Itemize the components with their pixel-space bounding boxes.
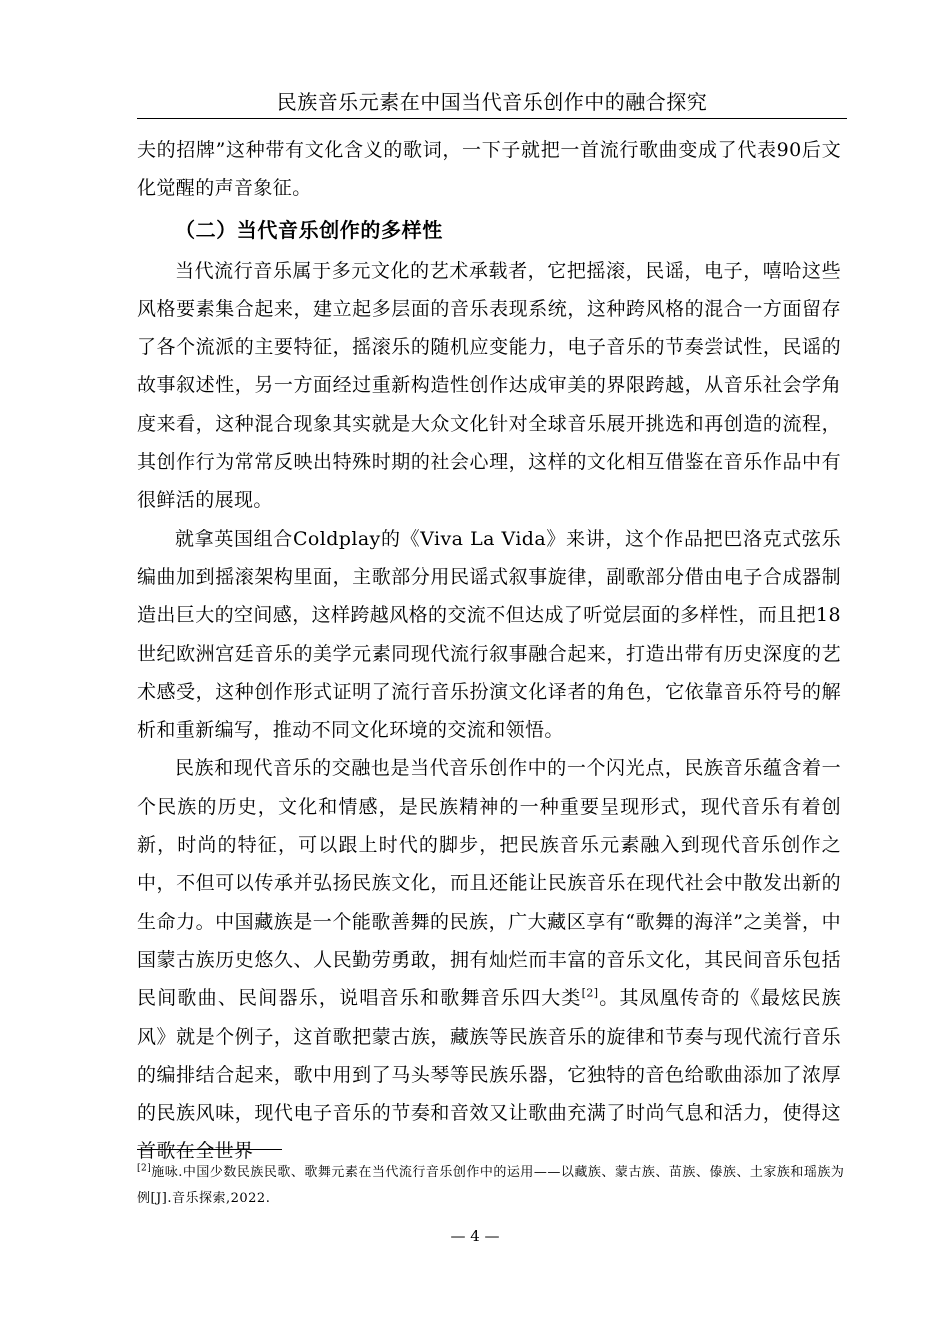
footnote-separator	[137, 1149, 282, 1150]
footnote	[137, 1160, 847, 1212]
paragraph-ethnic-fusion	[137, 749, 841, 1170]
footnote-text: 施咏.中国少数民族民歌、歌舞元素在当代流行音乐创作中的运用——以藏族、蒙古族、苗族、傣族、土家族和瑶族为例[J].音乐探索,2022.	[137, 1165, 845, 1206]
paragraph-ethnic-fusion-part1: 民族和现代音乐的交融也是当代音乐创作中的一个闪光点，民族音乐蕴含着一个民族的历史，文化和情感，是民族精神的一种重要呈现形式，现代音乐有着创新，时尚的特征，可以跟上时代的脚步，把民族音乐元素融入到现代音乐创作之中，不但可以传承并弘扬民族文化，而且还能让民族音乐在现代社会中散发出新的生命力。中国藏族是一个能歌善舞的民族，广大藏区享有“歌舞的海洋”之美誉，中国蒙古族历史悠久、人民勤劳勇敢，拥有灿烂而丰富的音乐文化，其民间音乐包括民间歌曲、民间器乐，说唱音乐和歌舞音乐四大类	[137, 757, 841, 1010]
paragraph-ethnic-fusion-part2: 。其凤凰传奇的《最炫民族风》就是个例子，这首歌把蒙古族，藏族等民族音乐的旋律和节奏与现代流行音乐的编排结合起来，歌中用到了马头琴等民族乐器，它独特的音色给歌曲添加了浓厚的民族风味，现代电子音乐的节奏和音效又让歌曲充满了时尚气息和活力，使得这首歌在全世界	[137, 987, 841, 1163]
header-rule	[137, 118, 847, 119]
footnote-reference[interactable]: [2]	[581, 986, 599, 1000]
page-number: — 4 —	[450, 1227, 500, 1245]
body-text	[137, 131, 841, 1171]
footnote-mark: [2]	[137, 1163, 152, 1174]
paragraph-coldplay: 就拿英国组合Coldplay的《Viva La Vida》来讲，这个作品把巴洛克式弦乐编曲加到摇滚架构里面，主歌部分用民谣式叙事旋律，副歌部分借由电子合成器制造出巨大的空间感，这样跨越风格的交流不但达成了听觉层面的多样性，而且把18世纪欧洲宫廷音乐的美学元素同现代流行叙事融合起来，打造出带有历史深度的艺术感受，这种创作形式证明了流行音乐扮演文化译者的角色，它依靠音乐符号的解析和重新编写，推动不同文化环境的交流和领悟。	[137, 527, 841, 742]
paragraph-diversity: 当代流行音乐属于多元文化的艺术承载者，它把摇滚，民谣，电子，嘻哈这些风格要素集合起来，建立起多层面的音乐表现系统，这种跨风格的混合一方面留存了各个流派的主要特征，摇滚乐的随机应变能力，电子音乐的节奏尝试性，民谣的故事叙述性，另一方面经过重新构造性创作达成审美的界限跨越，从音乐社会学角度来看，这种混合现象其实就是大众文化针对全球音乐展开挑选和再创造的流程，其创作行为常常反映出特殊时期的社会心理，这样的文化相互借鉴在音乐作品中有很鲜活的展现。	[137, 259, 841, 512]
section-heading: （二）当代音乐创作的多样性	[175, 217, 443, 242]
running-header-title: 民族音乐元素在中国当代音乐创作中的融合探究	[276, 90, 708, 114]
continuation-paragraph: 夫的招牌”这种带有文化含义的歌词，一下子就把一首流行歌曲变成了代表90后文化觉醒的声音象征。	[137, 139, 841, 200]
